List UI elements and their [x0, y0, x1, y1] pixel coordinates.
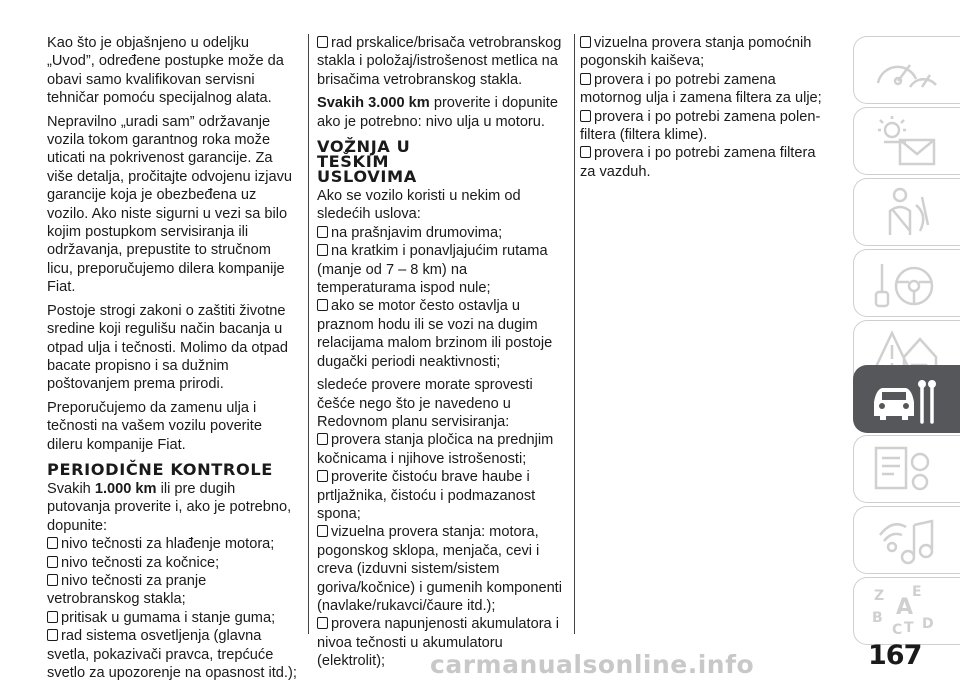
svg-text:A: A — [896, 595, 914, 620]
paragraph: Preporučujemo da zamenu ulja i tečnosti na vašem vozilu poverite dileru kompanije Fiat. — [47, 399, 262, 453]
specs-gears-icon — [870, 442, 940, 498]
list-item-text: ako se motor često ostavlja u praznom hodu ili se vozi na dugim relacijama malom brzinom ili postoje dugački periodi neaktivnosti; — [317, 298, 553, 370]
paragraph: Ako se vozilo koristi u nekim od sledećih uslova: — [317, 188, 521, 223]
list-item-text: proverite čistoću brave haube i prtljažnika, čistoću i podmazanost spona; — [317, 469, 536, 522]
column-2 — [317, 34, 569, 671]
bullet-box-icon — [317, 470, 328, 482]
bullet-box-icon — [580, 146, 591, 158]
list-item — [580, 144, 832, 181]
list-item — [47, 535, 299, 553]
bullet-box-icon — [317, 299, 328, 311]
watermark: carmanualsonline.info — [430, 650, 755, 679]
car-wrench-icon — [870, 372, 940, 428]
list-item — [317, 523, 569, 615]
list-item — [580, 34, 832, 71]
svg-text:D: D — [922, 616, 934, 632]
paragraph: Kao što je objašnjeno u odeljku „Uvod”, određene postupke može da obavi samo kvalifikovan servisni tehničar pomoću specijalnog alata. — [47, 35, 284, 107]
list-item — [317, 297, 569, 371]
list-item-text: provera stanja pločica na prednjim kočnicama i njihove istrošenosti; — [317, 432, 554, 467]
list-item — [317, 431, 569, 468]
list-item-text: nivo tečnosti za kočnice; — [61, 554, 220, 571]
section-heading-periodic-checks: PERIODIČNE KONTROLE — [47, 459, 273, 479]
chapter-tab-servicing-maintenance[interactable] — [853, 365, 960, 433]
text: ili pre dugih putovanja proverite i, ako je potrebno, dopunite: — [47, 480, 292, 534]
bullet-box-icon — [47, 629, 58, 641]
bullet-box-icon — [47, 574, 58, 586]
chapter-tab-warning-lights[interactable] — [853, 107, 960, 175]
svg-text:B: B — [872, 610, 883, 626]
list-item — [47, 627, 299, 682]
section-heading-severe-conditions: VOŽNJA U TEŠKIM USLOVIMA — [317, 137, 417, 187]
paragraph — [47, 480, 299, 535]
bullet-box-icon — [47, 611, 58, 623]
chapter-tab-technical-specifications[interactable] — [853, 435, 960, 503]
bullet-box-icon — [317, 617, 328, 629]
list-item-text: pritisak u gumama i stanje guma; — [61, 609, 276, 626]
bullet-box-icon — [47, 537, 58, 549]
list-item-text: na prašnjavim drumovima; — [331, 224, 503, 241]
list-item — [580, 108, 832, 145]
text: proverite i dopunite ako je potrebno: nivo ulja u motoru. — [317, 95, 558, 130]
list-item — [317, 242, 569, 297]
list-item — [47, 554, 299, 572]
list-item — [317, 34, 569, 89]
bullet-box-icon — [317, 433, 328, 445]
list-item-text: na kratkim i ponavljajućim rutama (manje od 7 – 8 km) na temperaturama ispod nule; — [317, 243, 548, 297]
bullet-box-icon — [317, 226, 328, 238]
svg-text:T: T — [904, 620, 914, 636]
list-item-text: nivo tečnosti za hlađenje motora; — [61, 536, 275, 553]
svg-text:C: C — [892, 622, 903, 638]
list-item — [317, 224, 569, 242]
chapter-tab-index[interactable] — [853, 577, 960, 645]
chapter-tab-dashboard[interactable] — [853, 36, 960, 104]
list-item-text: provera i po potrebi zamena motornog ulja i zamena filtera za ulje; — [580, 71, 822, 107]
paragraph: sledeće provere morate sprovesti češće nego što je navedeno u Redovnom planu servisiranja: — [317, 377, 533, 430]
bullet-box-icon — [317, 244, 328, 256]
text: Svakih — [47, 480, 95, 497]
chapter-tab-safety[interactable] — [853, 178, 960, 246]
key-steering-wheel-icon — [870, 256, 940, 312]
multimedia-icon — [870, 513, 940, 569]
list-item-text: provera napunjenosti akumulatora i nivoa tečnosti u akumulatoru (elektrolit); — [317, 616, 559, 670]
list-item-text: rad sistema osvetljenja (glavna svetla, pokazivači pravca, trepćuće svetlo za upozorenje na opasnost itd.); — [47, 628, 297, 681]
bullet-box-icon — [317, 36, 328, 48]
list-item-text: provera i po potrebi zamena filtera za vazduh. — [580, 145, 816, 180]
list-item — [317, 468, 569, 523]
bold-text: Svakih 3.000 km — [317, 95, 430, 112]
bullet-box-icon — [580, 36, 591, 48]
bullet-box-icon — [47, 556, 58, 568]
paragraph — [317, 94, 569, 131]
chapter-tab-multimedia[interactable] — [853, 506, 960, 574]
list-item-text: nivo tečnosti za pranje vetrobranskog stakla; — [47, 572, 207, 608]
warning-light-envelope-icon — [870, 114, 940, 170]
svg-text:E: E — [912, 584, 922, 600]
column-divider — [308, 34, 309, 634]
seatbelt-airbag-icon — [870, 185, 940, 241]
list-item-text: vizuelna provera stanja pomoćnih pogonskih kaiševa; — [580, 35, 812, 70]
column-1 — [47, 34, 299, 682]
bullet-box-icon — [580, 73, 591, 85]
paragraph: Postoje strogi zakoni o zaštiti životne sredine koji regulišu način bacanja u otpad ulja i tečnosti. Molimo da otpad bacate propisno i sa dužnim poštovanjem prema prirodi. — [47, 302, 288, 393]
bullet-box-icon — [317, 525, 328, 537]
alphabetical-index-icon — [870, 584, 940, 640]
page-number: 167 — [868, 640, 922, 671]
paragraph: Nepravilno „uradi sam” održavanje vozila tokom garantnog roka može uticati na pokrivenost garancije. Za više detalja, pročitajte odvojenu izjavu garancije koja je obezbeđena uz vozilo. Ako niste sigurni u vezi sa bilo kojim postupkom servisiranja ili održavanja, prepustite to stručnom licu, preporučujemo dilera kompanije Fiat. — [47, 113, 292, 296]
list-item-text: vizuelna provera stanja: motora, pogonskog sklopa, menjača, cevi i creva (izduvni sistem/sistem goriva/kočnice) i gumenih komponenti (navlake/rukavci/čaure itd.); — [317, 524, 562, 614]
chapter-tab-starting-driving[interactable] — [853, 249, 960, 317]
bold-text: 1.000 km — [94, 480, 157, 497]
column-divider — [574, 34, 575, 634]
list-item — [47, 609, 299, 627]
list-item-text: provera i po potrebi zamena polen-filtera (filtera klime). — [580, 108, 821, 144]
list-item — [47, 572, 299, 609]
list-item-text: rad prskalice/brisača vetrobranskog stakla i položaj/istrošenost metlica na brisačima vetrobranskog stakla. — [317, 35, 562, 88]
list-item — [580, 71, 832, 108]
column-3 — [580, 34, 832, 181]
svg-text:Z: Z — [874, 588, 885, 604]
bullet-box-icon — [580, 110, 591, 122]
gauge-icon — [870, 43, 940, 99]
